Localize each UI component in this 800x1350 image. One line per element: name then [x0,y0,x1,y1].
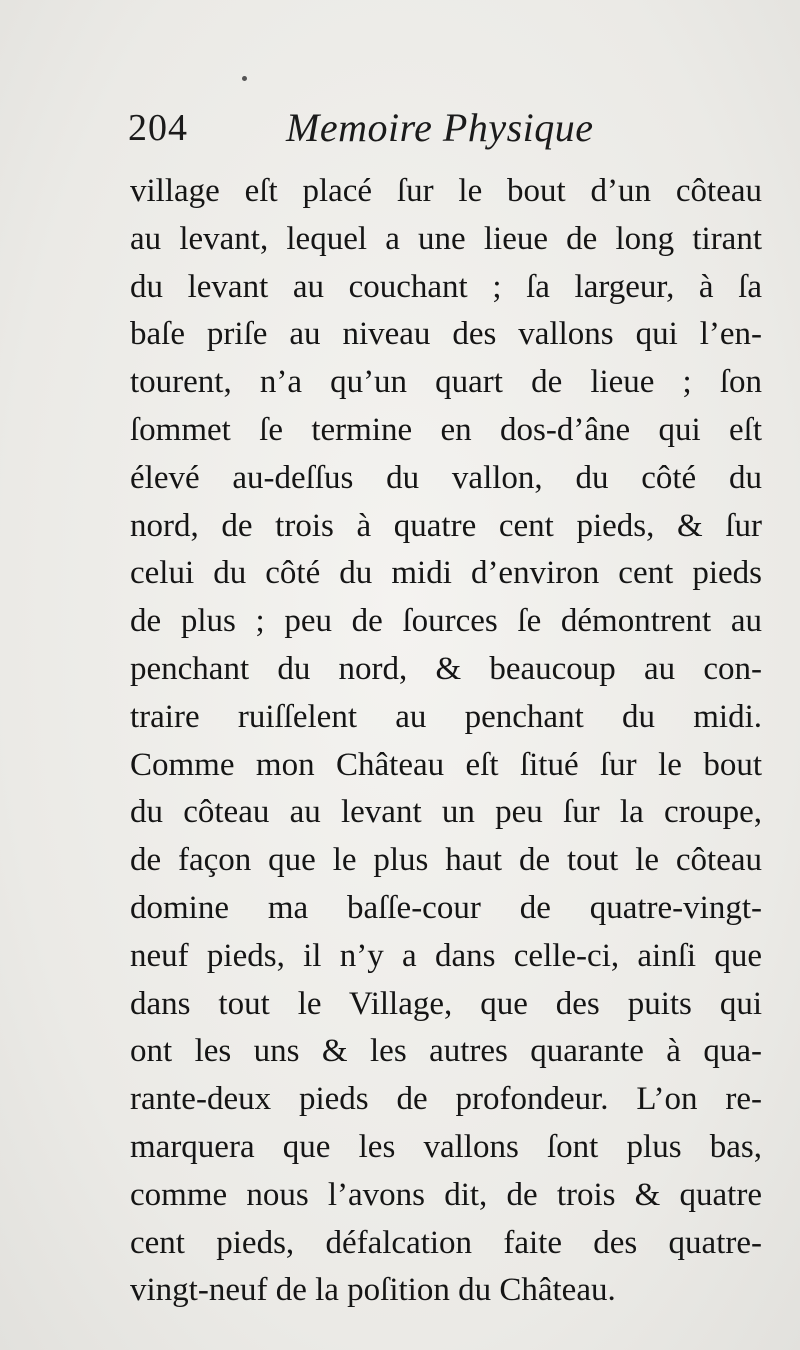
text-line: penchant du nord, & beaucoup au con- [130,650,762,687]
text-line: neuf pieds, il n’y a dans celle-ci, ainſi que [130,937,762,974]
text-line: élevé au-deſſus du vallon, du côté du [130,459,762,496]
text-line: au levant, lequel a une lieue de long tirant [130,220,762,257]
text-line: rante-deux pieds de profondeur. L’on re- [130,1081,762,1118]
text-line: baſe priſe au niveau des vallons qui l’en- [130,316,762,353]
text-line: village eſt placé ſur le bout d’un côteau [130,173,762,209]
text-line: ont les uns & les autres quarante à qua- [130,1033,762,1070]
page-header [128,100,768,156]
text-line: du côteau au levant un peu ſur la croupe, [130,794,762,831]
text-line: celui du côté du midi d’environ cent pieds [130,555,762,592]
text-line: de façon que le plus haut de tout le côteau [130,842,762,879]
text-line: Comme mon Château eſt ſitué ſur le bout [130,746,762,783]
text-line: ſommet ſe termine en dos-d’âne qui eſt [130,411,762,448]
text-line: nord, de trois à quatre cent pieds, & ſur [130,507,762,544]
text-line: traire ruiſſelent au penchant du midi. [130,698,762,735]
text-line: vingt-neuf de la poſition du Château. [130,1272,616,1309]
body-text [130,168,762,1315]
text-line: dans tout le Village, que des puits qui [130,985,762,1022]
ink-speck [242,76,247,81]
text-line: marquera que les vallons ſont plus bas, [130,1128,762,1165]
text-line: tourent, n’a qu’un quart de lieue ; ſon [130,364,762,401]
text-line: domine ma baſſe-cour de quatre-vingt- [130,889,762,926]
text-line: de plus ; peu de ſources ſe démontrent au [130,603,762,640]
text-line: cent pieds, défalcation faite des quatre- [130,1224,762,1261]
running-title: Memoire Physique [286,105,594,150]
page-number: 204 [128,107,188,149]
text-line: comme nous l’avons dit, de trois & quatre [130,1176,762,1213]
text-line: du levant au couchant ; ſa largeur, à ſa [130,268,762,305]
